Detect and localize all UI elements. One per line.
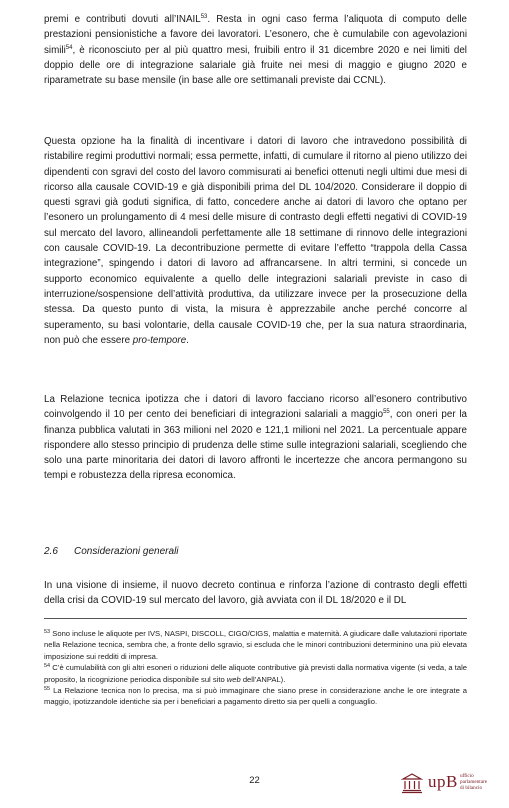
paragraph-text: , è riconosciuto per al più quattro mesi, fruibili entro il 31 dicembre 2020 e nei limiti del doppio delle ore di integrazione salariale già fruite nei mesi di maggio e giugno 2020 e riparametrate su base mensile (in base alle ore settimanali previste dai CCNL). xyxy=(44,44,467,87)
building-emblem-icon xyxy=(400,771,424,795)
section-number: 2.6 xyxy=(44,546,58,557)
paragraph-text: . Resta in ogni caso ferma l’aliquota di computo delle prestazioni pensionistiche a favore dei lavoratori. L’esonero, che è cumulabile con agevolazioni simili xyxy=(44,14,467,56)
italic-term: web xyxy=(226,674,241,684)
footnote-text: Sono incluse le aliquote per IVS, NASPI, DISCOLL, CIGO/CIGS, malattia e maternità. A giudicare dalle valutazioni riportate nella Relazione tecnica, sembra che, a fronte dello sgravio, si escluda che le minori contribuzioni determinino una più elevata imposizione sui redditi di impresa. xyxy=(44,629,467,661)
paragraph-overview: In una visione di insieme, il nuovo decreto continua e rinforza l’azione di contrasto degli effetti della crisi da COVID-19 sul mercato del lavoro, già avviata con il DL 18/2020 e il DL xyxy=(44,580,467,607)
paragraph-text: premi e contributi dovuti all’INAIL xyxy=(44,14,201,25)
footnote-ref-55[interactable]: 55 xyxy=(383,409,390,416)
section-title: Considerazioni generali xyxy=(74,546,179,557)
page-number: 22 xyxy=(249,775,260,786)
section-heading xyxy=(44,546,179,557)
footnote-marker: 54 xyxy=(44,663,51,670)
logo-subtitle-line: parlamentare xyxy=(460,779,488,785)
paragraph-text: La Relazione tecnica ipotizza che i datori di lavoro facciano ricorso all’esonero contributivo coinvolgendo il 10 per cento dei beneficiari di integrazioni salariali a maggio xyxy=(44,394,467,421)
italic-term: pro-tempore xyxy=(132,334,187,346)
footnote-54 xyxy=(44,662,467,685)
logo-subtitle-line: ufficio xyxy=(460,773,474,779)
footnote-55 xyxy=(44,685,467,708)
footnote-marker: 53 xyxy=(44,629,51,635)
logo-subtitle xyxy=(460,773,487,791)
footnote-separator xyxy=(44,618,467,619)
logo-subtitle-line: di bilancio xyxy=(460,785,483,791)
footnote-marker: 55 xyxy=(44,686,51,693)
paragraph-technical-report xyxy=(44,392,467,484)
paragraph-text: . xyxy=(186,334,189,346)
footnotes xyxy=(44,628,467,708)
footnote-ref-53[interactable]: 53 xyxy=(200,14,208,20)
paragraph-text: , con oneri per la finanza pubblica valutati in 363 milioni nel 2020 e 121,1 milioni nel 2021. La percentuale appare rispondere allo stesso principio di prudenza delle stime sulle integrazioni salariali, scegliendo che solo una parte minoritaria dei datori di lavoro affronti le incertezze che ancora permangono su tempi e robustezza della ripresa economica. xyxy=(44,409,467,482)
paragraph-text: Questa opzione ha la finalità di incentivare i datori di lavoro che intravedono possibilità di ristabilire regimi produttivi normali; essa permette, infatti, di cumulare il ritorno al pieno utilizzo dei dipendenti con sgravi del costo del lavoro commisurati ai benefici ottenuti negli ultimi due mesi di ricorso alla causale COVID-19 e già disponibili prima del DL 104/2020. Considerare il doppio di questi sgravi già goduti significa, di fatto, concedere anche ai datori di lavoro che optano per l’esonero un prolungamento di 4 mesi delle misure di contrasto degli effetti negativi di COVID-19 sul mercato del lavoro, allineandoli perfettamente alle 18 settimane di rinnovo delle integrazioni con causale COVID-19. La decontribuzione permette di evitare l’effetto “trappola della Cassa integrazione”, spingendo i datori di lavoro ad affrancarsene. In altri termini, si concede un supporto economico equivalente a quello delle integrazioni salariali previste in caso di interruzione/sospensione dell’attività produttiva, da utilizzare invece per la prosecuzione della stessa. Da questo punto di vista, la misura è apprezzabile anche perché concorre al superamento, su basi volontarie, della causale COVID-19 che, per la sua natura straordinaria, non può che essere xyxy=(44,136,467,346)
footnote-ref-54[interactable]: 54 xyxy=(65,44,73,51)
paragraph-option-purpose xyxy=(44,134,467,348)
footnote-53 xyxy=(44,628,467,662)
upb-logo xyxy=(400,770,500,802)
paragraph-exemption-details xyxy=(44,12,467,88)
footnote-text: dell’ANPAL). xyxy=(240,674,286,684)
footnote-text: La Relazione tecnica non lo precisa, ma si può immaginare che siano prese in considerazione anche le ore integrate a maggio, ipotizzandole identiche sia per i beneficiari a pagamento diretto sia per quelli a conguaglio. xyxy=(44,686,467,707)
footnote-text: C’è cumulabilità con gli altri esoneri o riduzioni delle aliquote contributive già previsti dalla normativa vigente (si veda, a tale proposito, la ricognizione periodica disponibile sul sito xyxy=(44,663,467,684)
logo-wordmark: upB xyxy=(428,772,458,791)
